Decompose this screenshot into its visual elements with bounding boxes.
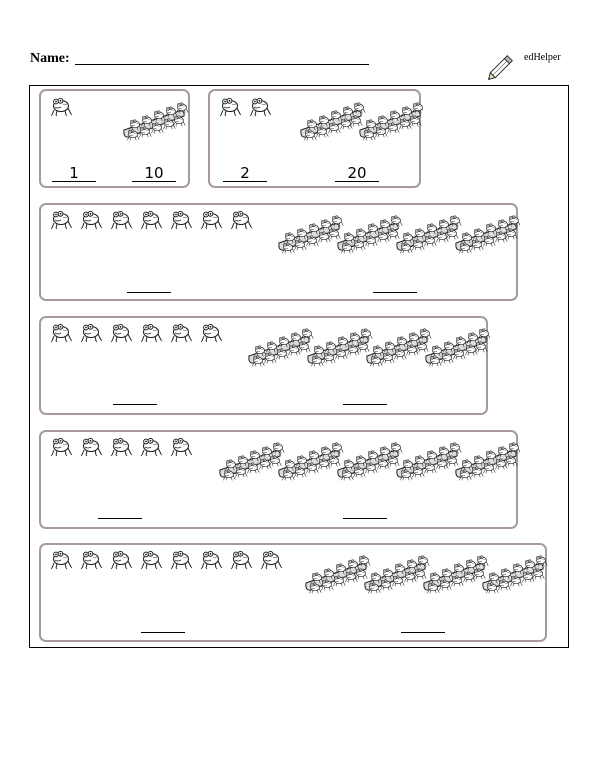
frog-icon [111,438,132,456]
group-answer-blank[interactable] [343,502,387,519]
single-answer-blank[interactable]: 2 [223,165,267,182]
frog-icon [81,551,102,569]
single-answer-blank[interactable] [98,502,142,519]
group-answer-blank[interactable]: 20 [335,165,379,182]
frogs-on-log-icon [424,556,489,594]
worksheet-header [0,0,600,80]
frog-icon [51,98,72,116]
frogs-on-log-icon [367,329,432,367]
frogs-on-log-icon [124,103,189,141]
frogs-on-log-icon [360,103,423,141]
problem-art [41,318,490,417]
frog-icon [231,211,252,229]
frogs-on-log-icon [308,329,373,367]
frog-icon [111,324,132,342]
problem-art [41,205,520,303]
problem-panel [208,89,421,188]
single-answer-blank[interactable] [141,616,185,633]
frog-icon [201,551,222,569]
group-answer-blank[interactable]: 10 [132,165,176,182]
frog-icon [81,324,102,342]
problem-panel [39,316,488,415]
frogs-on-log-icon [279,443,344,481]
frog-icon [231,551,252,569]
worksheet-frame [29,85,569,648]
brand-label: edHelper [524,52,561,63]
problem-panel [39,89,190,188]
problem-panel [39,203,518,301]
problem-panel [39,430,518,529]
group-answer-blank[interactable] [343,388,387,405]
frog-icon [51,324,72,342]
frog-icon [201,324,222,342]
frog-icon [261,551,282,569]
frogs-on-log-icon [249,329,314,367]
frog-icon [171,438,192,456]
frog-icon [141,551,162,569]
frog-icon [171,211,192,229]
frog-icon [141,324,162,342]
name-label: Name: [30,51,70,66]
problem-panel [39,543,547,642]
single-answer-blank[interactable] [113,388,157,405]
frog-icon [250,98,271,116]
frogs-on-log-icon [338,216,403,254]
frogs-on-log-icon [338,443,403,481]
frog-icon [201,211,222,229]
frog-icon [111,211,132,229]
single-answer-blank[interactable]: 1 [52,165,96,182]
group-answer-blank[interactable] [373,276,417,293]
frogs-on-log-icon [365,556,430,594]
frogs-on-log-icon [279,216,344,254]
frogs-on-log-icon [426,329,490,367]
frog-icon [220,98,241,116]
frog-icon [171,324,192,342]
name-input-line[interactable] [75,64,369,65]
group-answer-blank[interactable] [401,616,445,633]
frogs-on-log-icon [483,556,548,594]
frog-icon [81,438,102,456]
frog-icon [111,551,132,569]
frogs-on-log-icon [220,443,285,481]
frogs-on-log-icon [397,216,462,254]
frog-icon [141,211,162,229]
frogs-on-log-icon [456,443,520,481]
single-answer-blank[interactable] [127,276,171,293]
pencil-icon [486,50,518,82]
frogs-on-log-icon [306,556,371,594]
problem-art [41,545,549,644]
frog-icon [81,211,102,229]
frogs-on-log-icon [301,103,366,141]
frog-icon [171,551,192,569]
frogs-on-log-icon [397,443,462,481]
frogs-on-log-icon [456,216,520,254]
frog-icon [51,438,72,456]
frog-icon [141,438,162,456]
frog-icon [51,211,72,229]
frog-icon [51,551,72,569]
